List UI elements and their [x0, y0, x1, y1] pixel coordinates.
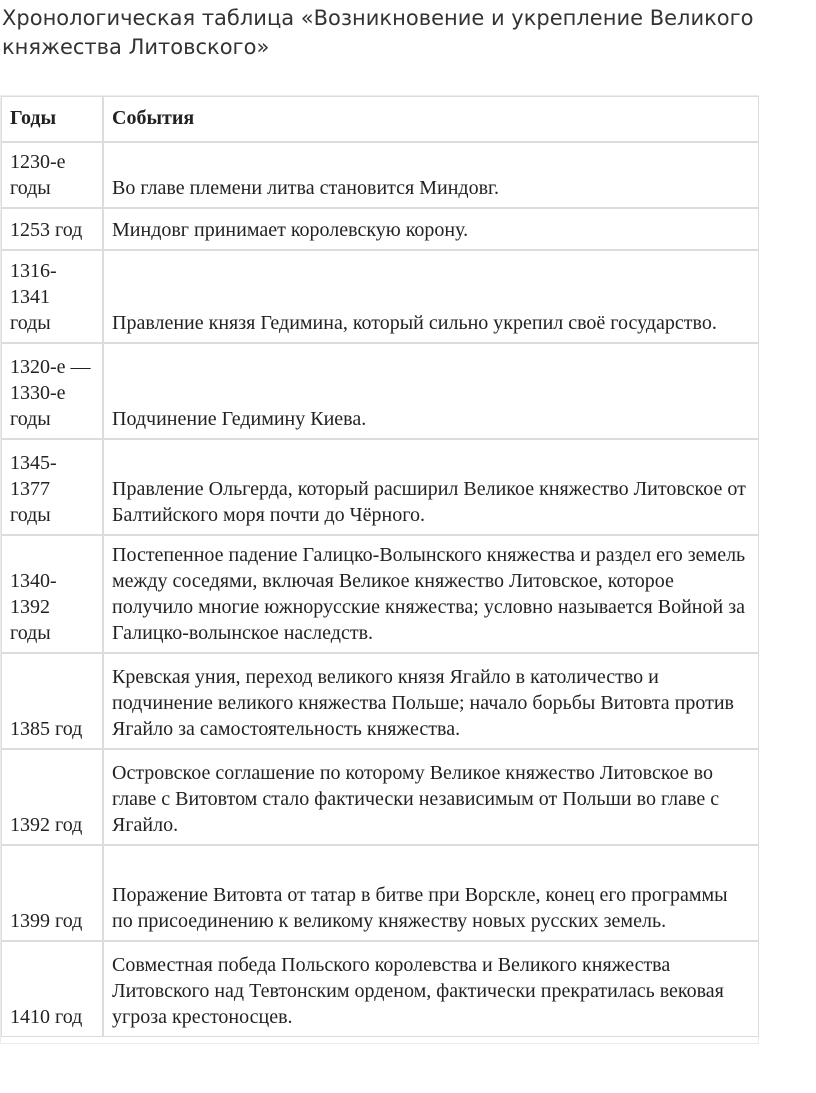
table-row [1, 749, 759, 845]
event-cell: Островское соглашение по которому Великое княжество Литовское во главе с Витовтом стало фактически независимым от Польши во главе с Ягайло. [103, 749, 759, 845]
table-row [1, 250, 759, 343]
event-cell: Постепенное падение Галицко-Волынского княжества и раздел его земель между соседями, включая Великое княжество Литовское, которое получило многие южнорусские княжества; условно называется Войной за Галицко-волынское наследств. [103, 535, 759, 653]
year-cell: 1410 год [1, 941, 103, 1037]
event-cell: Во главе племени литва становится Миндовг. [103, 142, 759, 208]
event-cell: Подчинение Гедимину Киева. [103, 343, 759, 439]
event-cell: Поражение Витовта от татар в битве при Ворскле, конец его программы по присоединению к великому княжеству новых русских земель. [103, 845, 759, 941]
event-cell: Кревская уния, переход великого князя Ягайло в католичество и подчинение великого княжества Польше; начало борьбы Витовта против Ягайло за самостоятельность княжества. [103, 653, 759, 749]
year-cell: 1340-1392 годы [1, 535, 103, 653]
table-row [1, 439, 759, 535]
table-row [1, 343, 759, 439]
event-cell: Правление Ольгерда, который расширил Великое княжество Литовское от Балтийского моря почти до Чёрного. [103, 439, 759, 535]
table-row [1, 941, 759, 1037]
event-cell: Совместная победа Польского королевства и Великого княжества Литовского над Тевтонским орденом, фактически прекратилась вековая угроза крестоносцев. [103, 941, 759, 1037]
table-row [1, 208, 759, 250]
year-cell: 1320-е — 1330-е годы [1, 343, 103, 439]
event-cell: Миндовг принимает королевскую корону. [103, 208, 759, 250]
year-cell: 1385 год [1, 653, 103, 749]
table-row [1, 845, 759, 941]
table-row [1, 653, 759, 749]
table-row [1, 535, 759, 653]
page-title: Хронологическая таблица «Возникновение и укрепление Великого княжества Литовского» [2, 6, 754, 59]
table-row [1, 142, 759, 208]
event-cell: Правление князя Гедимина, который сильно укрепил своё государство. [103, 250, 759, 343]
header-years: Годы [1, 96, 103, 142]
year-cell: 1230-е годы [1, 142, 103, 208]
year-cell: 1316-1341 годы [1, 250, 103, 343]
table-header-row [1, 96, 759, 142]
chronology-table [1, 96, 759, 1037]
header-events: События [103, 96, 759, 142]
year-cell: 1399 год [1, 845, 103, 941]
year-cell: 1392 год [1, 749, 103, 845]
year-cell: 1345-1377 годы [1, 439, 103, 535]
year-cell: 1253 год [1, 208, 103, 250]
